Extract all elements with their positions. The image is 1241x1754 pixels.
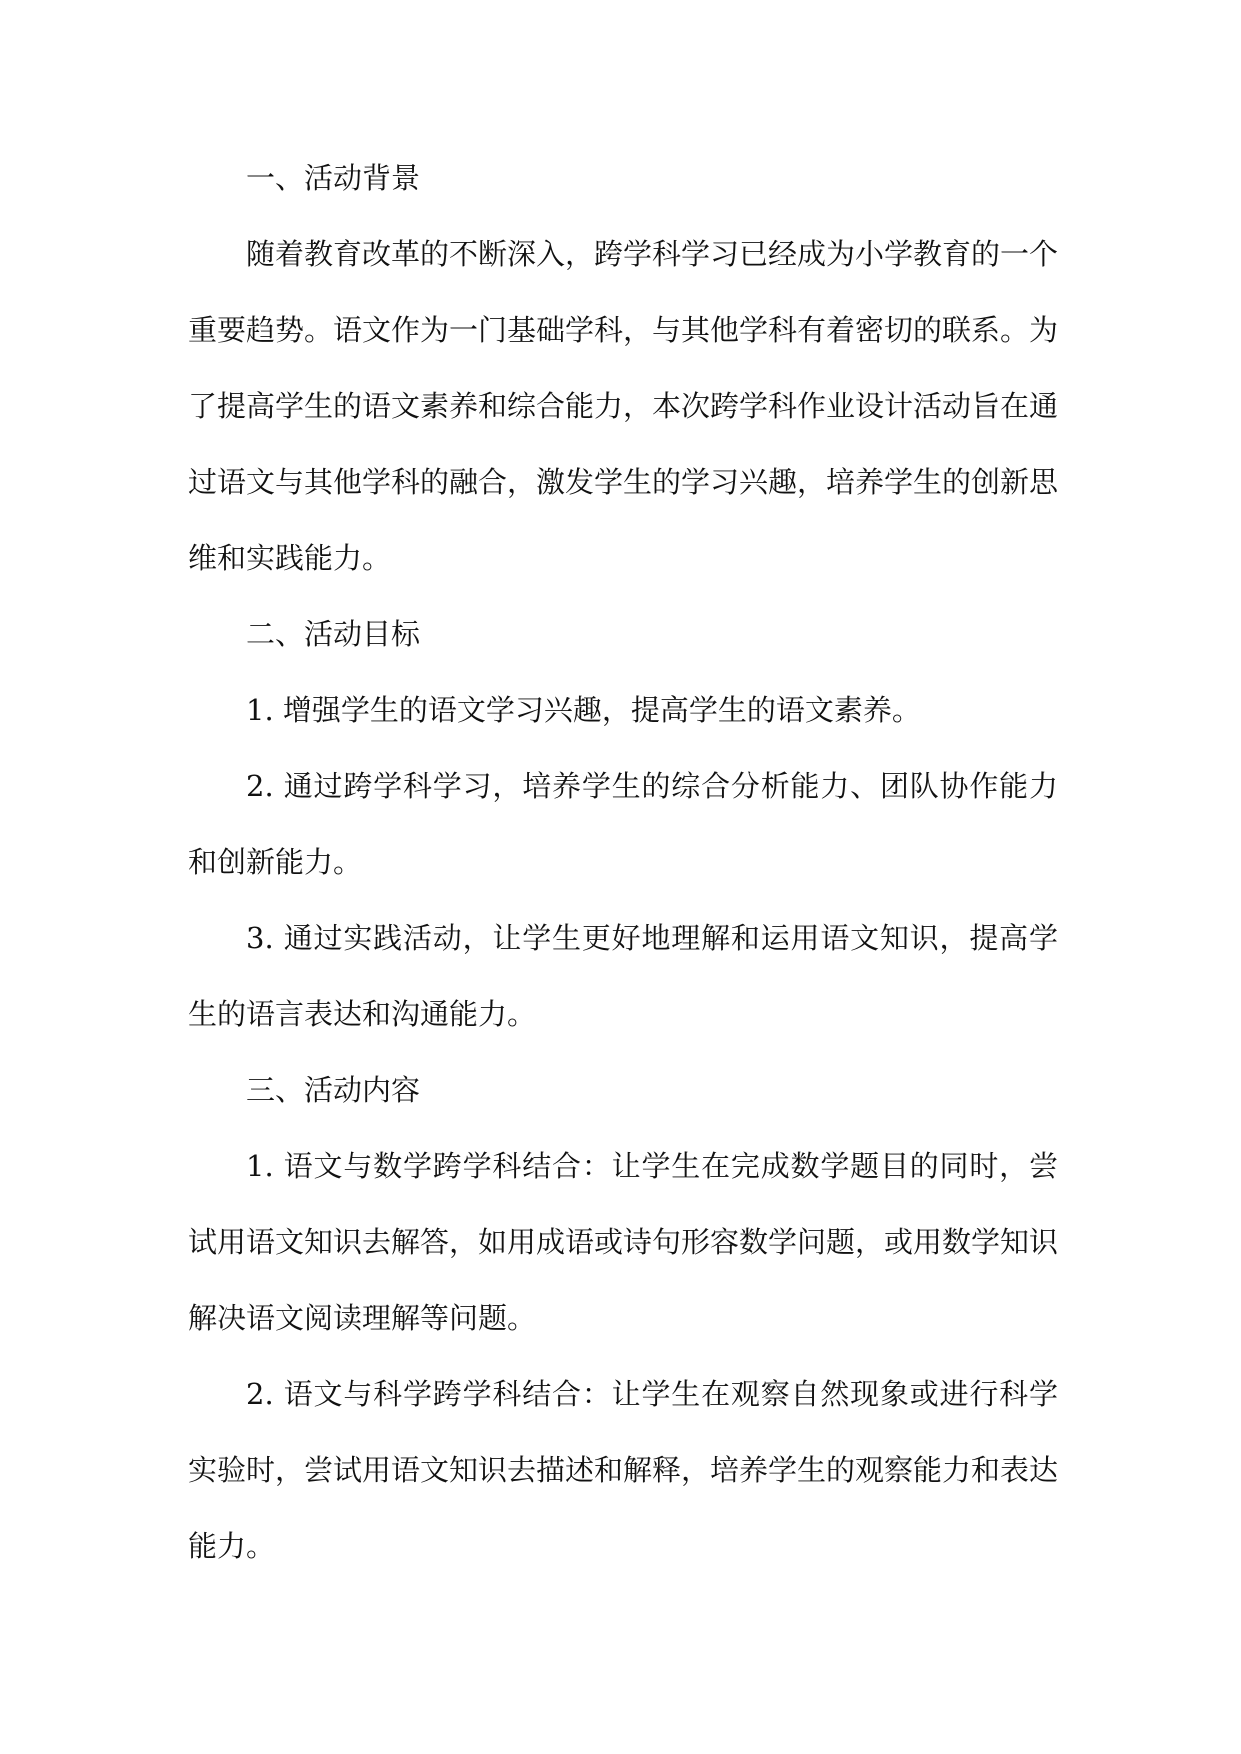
section-heading-goals: 二、活动目标 [246,617,421,651]
goal-item-2: 2. 通过跨学科学习，培养学生的综合分析能力、团队协作能力和创新能力。 [188,769,1058,879]
goal-item-1: 1. 增强学生的语文学习兴趣，提高学生的语文素养。 [246,693,921,727]
section-heading-content: 三、活动内容 [246,1073,421,1107]
document-body [188,140,1058,1584]
section-heading-background: 一、活动背景 [246,161,421,195]
background-paragraph: 随着教育改革的不断深入，跨学科学习已经成为小学教育的一个重要趋势。语文作为一门基础学科，与其他学科有着密切的联系。为了提高学生的语文素养和综合能力，本次跨学科作业设计活动旨在通过语文与其他学科的融合，激发学生的学习兴趣，培养学生的创新思维和实践能力。 [188,237,1059,575]
content-item-1: 1. 语文与数学跨学科结合：让学生在完成数学题目的同时，尝试用语文知识去解答，如用成语或诗句形容数学问题，或用数学知识解决语文阅读理解等问题。 [188,1149,1059,1335]
goal-item-3: 3. 通过实践活动，让学生更好地理解和运用语文知识，提高学生的语言表达和沟通能力。 [188,921,1058,1031]
content-item-2: 2. 语文与科学跨学科结合：让学生在观察自然现象或进行科学实验时，尝试用语文知识去描述和解释，培养学生的观察能力和表达能力。 [188,1377,1059,1563]
